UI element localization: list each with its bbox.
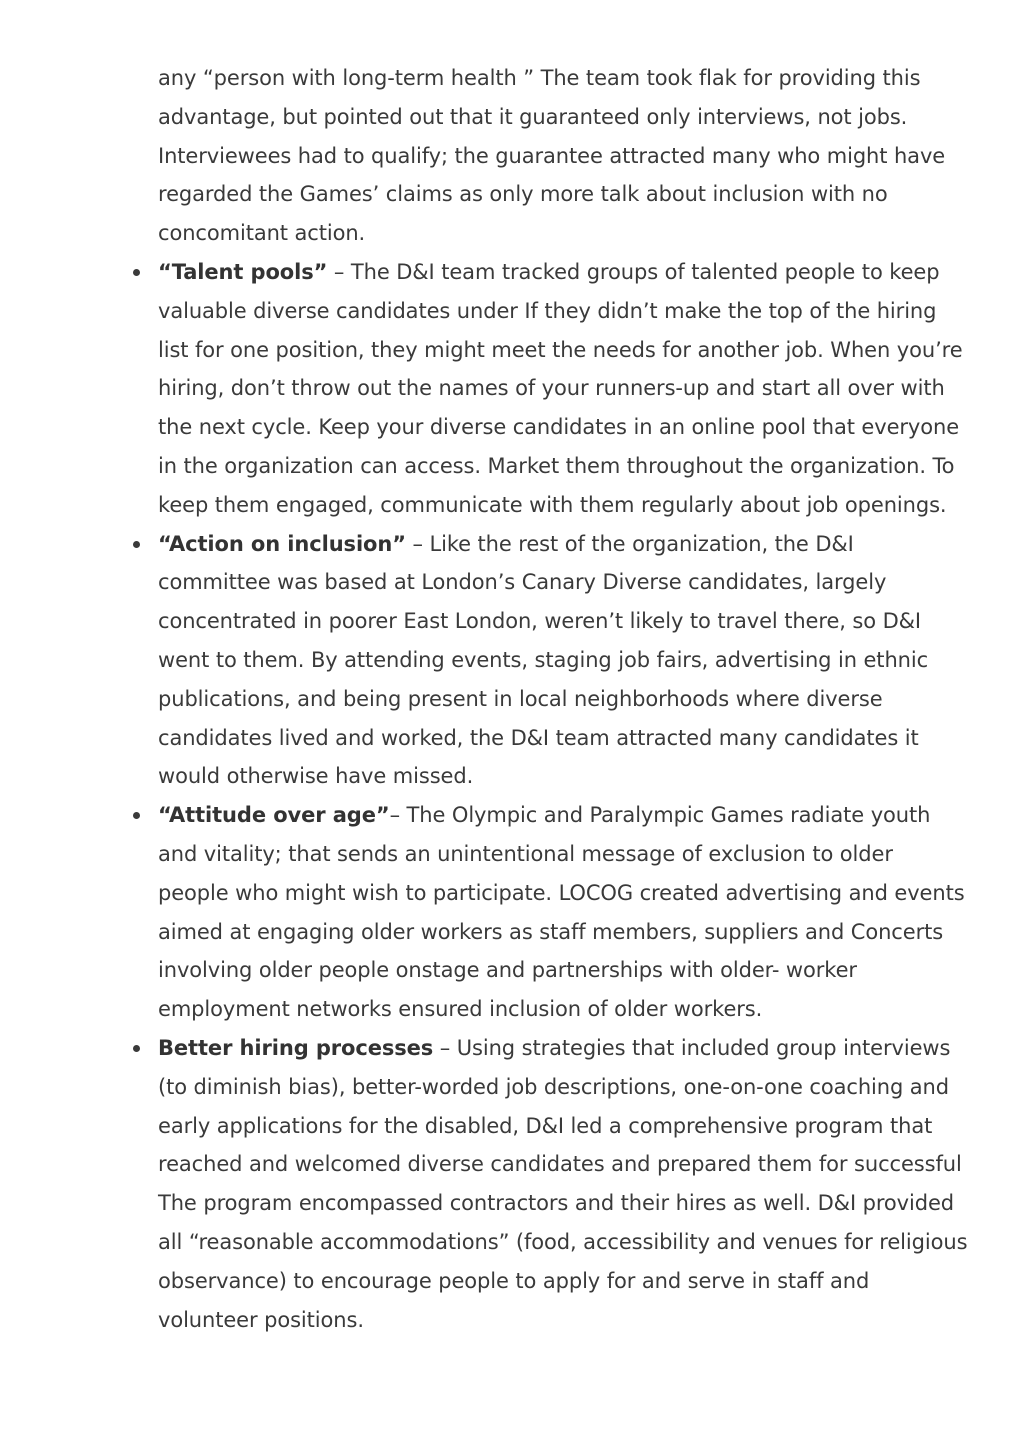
- bullet-icon: [133, 812, 140, 819]
- bullet-icon: [133, 541, 140, 548]
- item-text: – Using strategies that included group interviews (to diminish bias), better-worded job descriptions, one-on-one coaching and early applications for the disabled, D&I led a comprehensive program that reached and welcomed diverse candidates and prepared them for successful The program encompassed contractors and their hires as well. D&I provided all “reasonable accommodations” (food, accessibility and venues for religious observance) to encourage people to apply for and serve in staff and volunteer positions.: [158, 1035, 968, 1332]
- item-text: – The D&I team tracked groups of talented people to keep valuable diverse candidates under If they didn’t make the top of the hiring list for one position, they might meet the needs for another job. When you’re hiring, don’t throw out the names of your runners-up and start all over with the next cycle. Keep your diverse candidates in an online pool that everyone in the organization can access. Market them throughout the organization. To keep them engaged, communicate with them regularly about job openings.: [158, 259, 963, 517]
- item-term: “Attitude over age”: [158, 803, 390, 828]
- list-item: [158, 525, 968, 797]
- item-term: Better hiring processes: [158, 1035, 434, 1060]
- list-item: [158, 253, 968, 525]
- bullet-icon: [133, 269, 140, 276]
- bullet-list: [158, 253, 968, 1339]
- item-text: – Like the rest of the organization, the D&I committee was based at London’s Canary Diverse candidates, largely concentrated in poorer East London, weren’t likely to travel there, so D&I went to them. By attending events, staging job fairs, advertising in ethnic publications, and being present in local neighborhoods where diverse candidates lived and worked, the D&I team attracted many candidates it would otherwise have missed.: [158, 531, 929, 789]
- item-term: “Talent pools”: [158, 259, 328, 284]
- document-body: [158, 59, 968, 1339]
- item-term: “Action on inclusion”: [158, 531, 406, 556]
- intro-paragraph: any “person with long-term health ” The team took flak for providing this advantage, but pointed out that it guaranteed only interviews, not jobs. Interviewees had to qualify; the guarantee attracted many who might have regarded the Games’ claims as only more talk about inclusion with no concomitant action.: [158, 66, 946, 246]
- list-item: [158, 796, 968, 1029]
- bullet-icon: [133, 1045, 140, 1052]
- list-item: [158, 1029, 968, 1339]
- item-text: – The Olympic and Paralympic Games radiate youth and vitality; that sends an unintentional message of exclusion to older people who might wish to participate. LOCOG created advertising and events aimed at engaging older workers as staff members, suppliers and Concerts involving older people onstage and partnerships with older- worker employment networks ensured inclusion of older workers.: [158, 803, 965, 1022]
